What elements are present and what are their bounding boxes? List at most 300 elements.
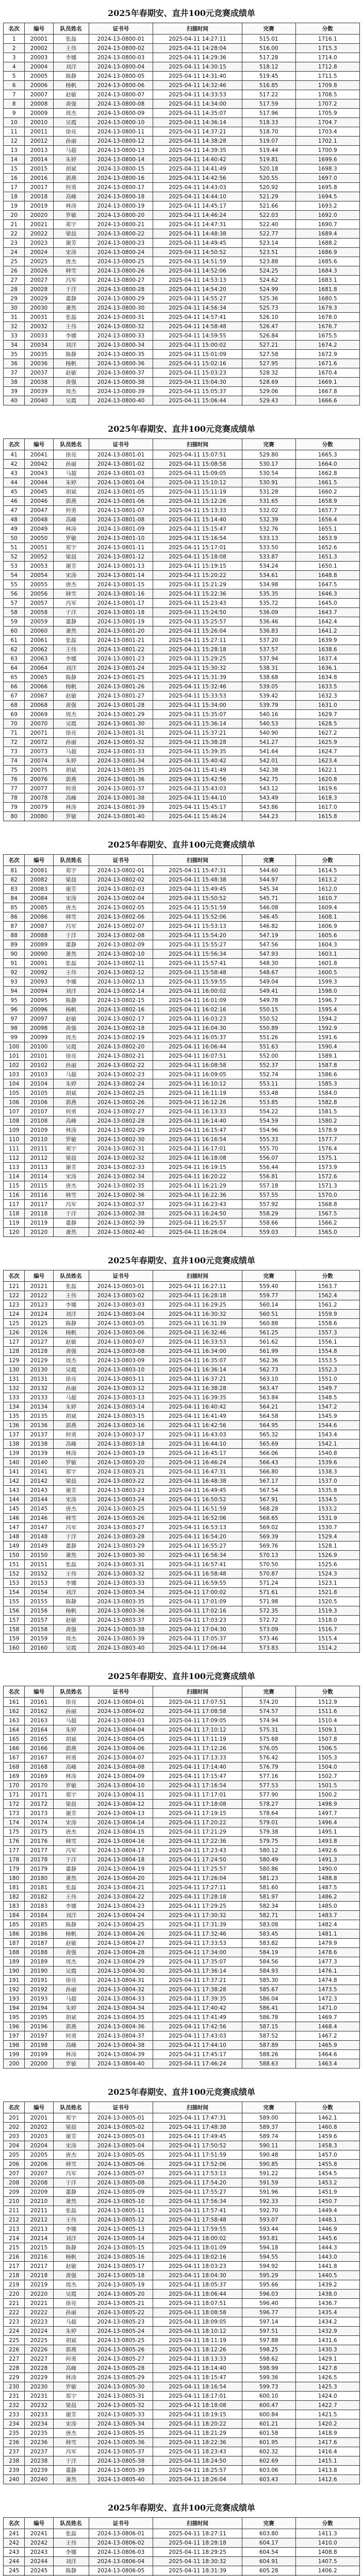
table-row: [4, 2225, 360, 2234]
table-cell: 1709.8: [295, 81, 359, 90]
table-cell: 2025-04-11 16:57:41: [153, 1560, 242, 1569]
table-cell: 2024-13-0805-03: [89, 2132, 153, 2141]
table-cell: 董静: [53, 2188, 89, 2197]
table-cell: 524.99: [242, 285, 295, 294]
table-cell: 1617.0: [295, 803, 359, 812]
table-cell: 1627.2: [295, 728, 359, 738]
table-cell: 598.99: [242, 2364, 295, 2373]
table-row: [4, 1948, 360, 1957]
table-cell: 1638.6: [295, 645, 359, 654]
table-row: [4, 922, 360, 931]
table-cell: 2025-04-11 16:28:18: [153, 1291, 242, 1300]
table-cell: 571.24: [242, 1579, 295, 1588]
table-cell: 2025-04-11 16:16:54: [153, 1135, 242, 1144]
table-cell: 高峰: [53, 2041, 89, 2050]
table-cell: 1700.9: [295, 146, 359, 155]
table-cell: 2025-04-11 18:29:25: [153, 2548, 242, 2557]
table-cell: 120: [4, 1228, 25, 1237]
table-row: [4, 2410, 360, 2419]
table-cell: 徐亮: [53, 1976, 89, 1985]
table-cell: 1614.5: [295, 866, 359, 875]
table-cell: 2025-04-11 14:28:04: [153, 44, 242, 53]
table-row: [4, 2373, 360, 2382]
table-cell: 245: [4, 2566, 25, 2575]
page-separator: [0, 827, 363, 832]
table-cell: 2024-13-0801-09: [89, 524, 153, 534]
table-cell: 20078: [25, 793, 53, 803]
table-row: [4, 2271, 360, 2280]
table-cell: 林涛: [53, 524, 89, 534]
table-cell: 20193: [25, 1994, 53, 2004]
table-cell: 2024-13-0801-32: [89, 738, 153, 747]
table-cell: 2024-13-0801-13: [89, 562, 153, 571]
table-cell: 5: [4, 72, 25, 81]
table-cell: 2025-04-11 16:36:14: [153, 1365, 242, 1375]
column-header: 扫描时间: [153, 1686, 242, 1698]
table-cell: 1476.1: [295, 1967, 359, 1976]
table-cell: 535.72: [242, 599, 295, 608]
table-cell: 523.14: [242, 239, 295, 248]
table-row: [4, 793, 360, 803]
table-cell: 540.53: [242, 719, 295, 728]
table-row: [4, 2308, 360, 2317]
table-cell: 20008: [25, 99, 53, 109]
table-cell: 1425.3: [295, 2382, 359, 2392]
table-cell: 1608.1: [295, 912, 359, 922]
table-cell: 20215: [25, 2243, 53, 2252]
table-row: [4, 1625, 360, 1634]
table-cell: 2025-04-11 17:25:57: [153, 1865, 242, 1874]
table-cell: 1407.5: [295, 2557, 359, 2566]
table-cell: 39: [4, 387, 25, 396]
table-cell: 20033: [25, 331, 53, 341]
table-cell: 545.71: [242, 894, 295, 903]
table-cell: 138: [4, 1439, 25, 1449]
table-cell: 谢芳: [53, 2410, 89, 2419]
table-cell: 1664.0: [295, 460, 359, 469]
table-cell: 20206: [25, 2160, 53, 2169]
table-cell: 20132: [25, 1384, 53, 1393]
table-cell: 2025-04-11 15:08:58: [153, 460, 242, 469]
table-cell: 20092: [25, 968, 53, 977]
table-cell: 2025-04-11 17:11:19: [153, 1735, 242, 1744]
table-cell: 2024-13-0805-40: [89, 2475, 153, 2484]
table-row: [4, 396, 360, 405]
table-row: [4, 155, 360, 164]
table-cell: 2024-13-0804-07: [89, 1753, 153, 1762]
table-row: [4, 1541, 360, 1551]
table-cell: 2024-13-0804-39: [89, 2050, 153, 2059]
table-cell: 冯军: [53, 1200, 89, 1209]
table-row: [4, 1079, 360, 1089]
table-cell: 唐杰: [53, 1504, 89, 1514]
table-cell: 2024-13-0802-11: [89, 959, 153, 968]
table-cell: 2024-13-0800-36: [89, 359, 153, 368]
table-cell: 542.38: [242, 766, 295, 775]
table-cell: 582.34: [242, 1902, 295, 1911]
table-cell: 1707.2: [295, 99, 359, 109]
table-row: [4, 2141, 360, 2150]
table-cell: 何勇: [53, 784, 89, 793]
table-cell: 1582.8: [295, 1098, 359, 1107]
table-cell: 2025-04-11 15:38:28: [153, 738, 242, 747]
table-cell: 2024-13-0804-32: [89, 1985, 153, 1994]
table-cell: 595.29: [242, 2271, 295, 2280]
table-cell: 2025-04-11 18:15:47: [153, 2373, 242, 2382]
table-cell: 1501.5: [295, 1781, 359, 1790]
table-cell: 2025-04-11 17:45:17: [153, 2050, 242, 2059]
table-cell: 20054: [25, 571, 53, 580]
table-row: [4, 276, 360, 285]
table-cell: 2024-13-0805-15: [89, 2243, 153, 2252]
table-cell: 2024-13-0801-01: [89, 450, 153, 460]
table-cell: 2024-13-0801-04: [89, 478, 153, 487]
table-cell: 20026: [25, 266, 53, 276]
table-cell: 573.83: [242, 1643, 295, 1653]
table-cell: 20098: [25, 1024, 53, 1033]
column-header: 编号: [25, 855, 53, 866]
table-cell: 20170: [25, 1781, 53, 1790]
table-cell: 徐亮: [53, 1052, 89, 1061]
table-cell: 586.41: [242, 2004, 295, 2013]
column-header: 证书号: [89, 855, 153, 866]
table-cell: 唐杰: [53, 903, 89, 912]
table-cell: 23: [4, 239, 25, 248]
table-cell: 578.64: [242, 1809, 295, 1818]
table-cell: 527.95: [242, 359, 295, 368]
table-cell: 20238: [25, 2456, 53, 2466]
table-row: [4, 81, 360, 90]
table-cell: 20068: [25, 701, 53, 710]
table-cell: 1676.7: [295, 322, 359, 331]
table-row: [4, 2364, 360, 2373]
table-cell: 20057: [25, 599, 53, 608]
table-cell: 1509.1: [295, 1725, 359, 1735]
table-cell: 2025-04-11 15:43:03: [153, 784, 242, 793]
table-cell: 梁晨: [53, 229, 89, 239]
table-cell: 134: [4, 1402, 25, 1412]
table-cell: 1516.7: [295, 1625, 359, 1634]
table-cell: 119: [4, 1218, 25, 1228]
table-cell: 20149: [25, 1541, 53, 1551]
table-cell: 231: [4, 2392, 25, 2401]
table-row: [4, 266, 360, 276]
table-cell: 2025-04-11 17:59:55: [153, 2225, 242, 2234]
score-table: [3, 438, 360, 821]
table-row: [4, 341, 360, 350]
column-header: 队员姓名: [53, 2102, 89, 2113]
table-cell: 1595.4: [295, 1005, 359, 1014]
table-cell: 1436.7: [295, 2299, 359, 2308]
table-cell: 2024-13-0803-31: [89, 1560, 153, 1569]
table-cell: 1551.0: [295, 1375, 359, 1384]
table-cell: 1660.2: [295, 487, 359, 497]
table-cell: 20211: [25, 2206, 53, 2215]
table-cell: 594.92: [242, 2262, 295, 2271]
table-row: [4, 1430, 360, 1439]
table-cell: 2025-04-11 17:48:38: [153, 2123, 242, 2132]
table-cell: 603.06: [242, 2466, 295, 2475]
table-cell: 2024-13-0801-02: [89, 460, 153, 469]
table-cell: 20157: [25, 1616, 53, 1625]
table-cell: 65: [4, 673, 25, 682]
table-row: [4, 912, 360, 922]
table-cell: 579.01: [242, 1818, 295, 1827]
table-cell: 20051: [25, 543, 53, 552]
table-row: [4, 866, 360, 875]
table-cell: 1432.9: [295, 2327, 359, 2336]
table-cell: 20071: [25, 728, 53, 738]
table-cell: 236: [4, 2438, 25, 2447]
table-cell: 2024-13-0800-37: [89, 368, 153, 378]
table-cell: 周杰: [53, 109, 89, 118]
table-cell: 1435.4: [295, 2308, 359, 2317]
table-row: [4, 875, 360, 885]
table-cell: 2024-13-0800-30: [89, 303, 153, 313]
table-cell: 20226: [25, 2345, 53, 2354]
table-cell: 576.42: [242, 1753, 295, 1762]
table-cell: 郑宇: [53, 1467, 89, 1477]
table-cell: 590.11: [242, 2141, 295, 2150]
table-cell: 2024-13-0803-10: [89, 1365, 153, 1375]
table-cell: 58: [4, 608, 25, 617]
table-cell: 胡斌: [53, 766, 89, 775]
table-cell: 2025-04-11 15:54:20: [153, 931, 242, 940]
table-cell: 243: [4, 2548, 25, 2557]
table-cell: 1529.4: [295, 1532, 359, 1541]
table-cell: 2024-13-0801-14: [89, 571, 153, 580]
table-row: [4, 673, 360, 682]
table-cell: 2025-04-11 16:44:10: [153, 1439, 242, 1449]
table-cell: 胡斌: [53, 2013, 89, 2022]
table-cell: 1613.2: [295, 875, 359, 885]
table-cell: 604.17: [242, 2538, 295, 2548]
table-row: [4, 62, 360, 72]
table-cell: 605.28: [242, 2566, 295, 2575]
table-cell: 20066: [25, 682, 53, 691]
table-cell: 2024-13-0805-12: [89, 2215, 153, 2225]
table-cell: 刘洋: [53, 341, 89, 350]
table-cell: 558.29: [242, 1209, 295, 1218]
table-cell: 2025-04-11 16:34:00: [153, 1347, 242, 1356]
table-row: [4, 1744, 360, 1753]
table-cell: 2024-13-0804-13: [89, 1809, 153, 1818]
table-cell: 陈静: [53, 996, 89, 1005]
table-cell: 530.54: [242, 469, 295, 478]
column-header: 编号: [25, 23, 53, 35]
table-cell: 573.46: [242, 1634, 295, 1643]
table-cell: 555.33: [242, 1135, 295, 1144]
table-cell: 1438.0: [295, 2290, 359, 2299]
table-row: [4, 959, 360, 968]
table-cell: 34: [4, 341, 25, 350]
table-cell: 2024-13-0801-26: [89, 682, 153, 691]
table-cell: 54: [4, 571, 25, 580]
table-cell: 于洋: [53, 2456, 89, 2466]
table-cell: 2025-04-11 17:08:58: [153, 1707, 242, 1716]
table-cell: 李娜: [53, 1579, 89, 1588]
table-cell: 547.93: [242, 950, 295, 959]
table-cell: 2025-04-11 17:52:06: [153, 2160, 242, 2169]
table-cell: 1680.5: [295, 294, 359, 303]
table-cell: 宋涛: [53, 894, 89, 903]
table-cell: 16: [4, 174, 25, 183]
table-cell: 韩雪: [53, 2160, 89, 2169]
table-cell: 冯军: [53, 922, 89, 931]
table-cell: 1453.2: [295, 2178, 359, 2188]
table-cell: 2025-04-11 18:09:05: [153, 2317, 242, 2327]
table-cell: 2024-13-0806-05: [89, 2566, 153, 2575]
table-cell: 2025-04-11 18:02:16: [153, 2252, 242, 2262]
table-cell: 1504.0: [295, 1762, 359, 1772]
table-cell: 2024-13-0803-21: [89, 1467, 153, 1477]
table-cell: 宋涛: [53, 2141, 89, 2150]
table-cell: 1711.5: [295, 72, 359, 81]
table-cell: 萧然: [53, 1874, 89, 1883]
table-cell: 546.45: [242, 912, 295, 922]
table-cell: 529.43: [242, 396, 295, 405]
table-cell: 2024-13-0806-04: [89, 2557, 153, 2566]
table-cell: 153: [4, 1579, 25, 1588]
table-cell: 2025-04-11 17:37:21: [153, 1976, 242, 1985]
table-cell: 596.03: [242, 2290, 295, 2299]
table-cell: 20120: [25, 1228, 53, 1237]
table-cell: 564.95: [242, 1421, 295, 1430]
table-cell: 2025-04-11 16:51:59: [153, 1504, 242, 1514]
table-cell: 2025-04-11 17:02:16: [153, 1606, 242, 1616]
table-row: [4, 626, 360, 636]
table-cell: 2025-04-11 15:18:08: [153, 552, 242, 562]
table-cell: 朱婷: [53, 1079, 89, 1089]
table-cell: 519.45: [242, 72, 295, 81]
table-cell: 张磊: [53, 959, 89, 968]
table-cell: 2025-04-11 14:47:31: [153, 220, 242, 229]
table-cell: 529.06: [242, 387, 295, 396]
table-row: [4, 229, 360, 239]
table-cell: 20114: [25, 1172, 53, 1181]
column-header: 完赛: [242, 1270, 295, 1282]
table-cell: 2025-04-11 17:27:11: [153, 1883, 242, 1892]
table-cell: 229: [4, 2373, 25, 2382]
table-cell: 583.45: [242, 1929, 295, 1939]
table-cell: 185: [4, 1920, 25, 1929]
table-cell: 603.80: [242, 2529, 295, 2538]
table-cell: 3: [4, 53, 25, 62]
table-cell: 张磊: [53, 35, 89, 44]
table-cell: 20025: [25, 257, 53, 266]
table-row: [4, 1532, 360, 1541]
table-cell: 556.81: [242, 1172, 295, 1181]
table-cell: 2024-13-0800-17: [89, 183, 153, 192]
table-cell: 周杰: [53, 710, 89, 719]
table-cell: 122: [4, 1291, 25, 1300]
table-cell: 572.72: [242, 1616, 295, 1625]
table-cell: 张磊: [53, 1282, 89, 1291]
table-cell: 2024-13-0801-16: [89, 589, 153, 599]
table-cell: 20090: [25, 950, 53, 959]
table-cell: 148: [4, 1532, 25, 1541]
table-cell: 20191: [25, 1976, 53, 1985]
table-cell: 20168: [25, 1762, 53, 1772]
table-cell: 1458.3: [295, 2141, 359, 2150]
table-cell: 235: [4, 2429, 25, 2438]
table-cell: 2024-13-0803-09: [89, 1356, 153, 1365]
table-cell: 592.33: [242, 2197, 295, 2206]
table-cell: 2025-04-11 17:20:22: [153, 1818, 242, 1827]
table-cell: 49: [4, 524, 25, 534]
table-cell: 20069: [25, 710, 53, 719]
table-row: [4, 44, 360, 53]
table-cell: 178: [4, 1855, 25, 1865]
column-header: 扫描时间: [153, 2102, 242, 2113]
table-cell: 2024-13-0805-14: [89, 2234, 153, 2243]
table-cell: 2025-04-11 14:37:21: [153, 127, 242, 137]
table-cell: 2024-13-0805-02: [89, 2123, 153, 2132]
table-cell: 20155: [25, 1597, 53, 1606]
table-cell: 于洋: [53, 2178, 89, 2188]
table-cell: 20072: [25, 738, 53, 747]
table-cell: 20045: [25, 487, 53, 497]
table-cell: 梁晨: [53, 1154, 89, 1163]
table-cell: 2025-04-11 16:06:44: [153, 1042, 242, 1052]
table-cell: 2024-13-0804-20: [89, 1874, 153, 1883]
table-cell: 1525.6: [295, 1560, 359, 1569]
table-cell: 78: [4, 793, 25, 803]
table-cell: 2024-13-0801-30: [89, 719, 153, 728]
table-row: [4, 1154, 360, 1163]
table-row: [4, 589, 360, 599]
page-title: 2025年春期安、直井100元竞赛成绩单: [108, 8, 255, 18]
page-separator: [0, 1659, 363, 1663]
table-cell: 宋涛: [53, 1818, 89, 1827]
table-cell: 2025-04-11 15:41:49: [153, 766, 242, 775]
table-cell: 604.91: [242, 2557, 295, 2566]
table-cell: 2025-04-11 16:53:13: [153, 1523, 242, 1532]
table-cell: 2025-04-11 15:58:48: [153, 968, 242, 977]
table-cell: 2025-04-11 15:15:47: [153, 524, 242, 534]
table-cell: 2025-04-11 17:38:28: [153, 1985, 242, 1994]
table-cell: 2024-13-0800-29: [89, 294, 153, 303]
table-cell: 2024-13-0805-33: [89, 2410, 153, 2419]
table-cell: 2025-04-11 15:31:39: [153, 673, 242, 682]
table-cell: 118: [4, 1209, 25, 1218]
table-cell: 刘洋: [53, 1588, 89, 1597]
table-cell: 4: [4, 62, 25, 72]
table-cell: 518.12: [242, 62, 295, 72]
table-cell: 601.21: [242, 2419, 295, 2429]
table-cell: 21: [4, 220, 25, 229]
score-page: [0, 0, 363, 412]
table-cell: 朱婷: [53, 478, 89, 487]
table-row: [4, 1551, 360, 1560]
table-cell: 563.47: [242, 1384, 295, 1393]
table-cell: 587.89: [242, 2041, 295, 2050]
table-cell: 2024-13-0804-28: [89, 1948, 153, 1957]
table-cell: 20164: [25, 1725, 53, 1735]
table-row: [4, 1865, 360, 1874]
table-cell: 1609.4: [295, 903, 359, 912]
table-row: [4, 118, 360, 127]
column-header: 队员姓名: [53, 439, 89, 450]
column-header: 证书号: [89, 439, 153, 450]
table-row: [4, 617, 360, 626]
table-cell: 刘洋: [53, 664, 89, 673]
table-cell: 1553.5: [295, 1356, 359, 1365]
table-cell: 2025-04-11 14:27:11: [153, 35, 242, 44]
table-row: [4, 2262, 360, 2271]
table-cell: 46: [4, 497, 25, 506]
table-cell: 1601.8: [295, 959, 359, 968]
